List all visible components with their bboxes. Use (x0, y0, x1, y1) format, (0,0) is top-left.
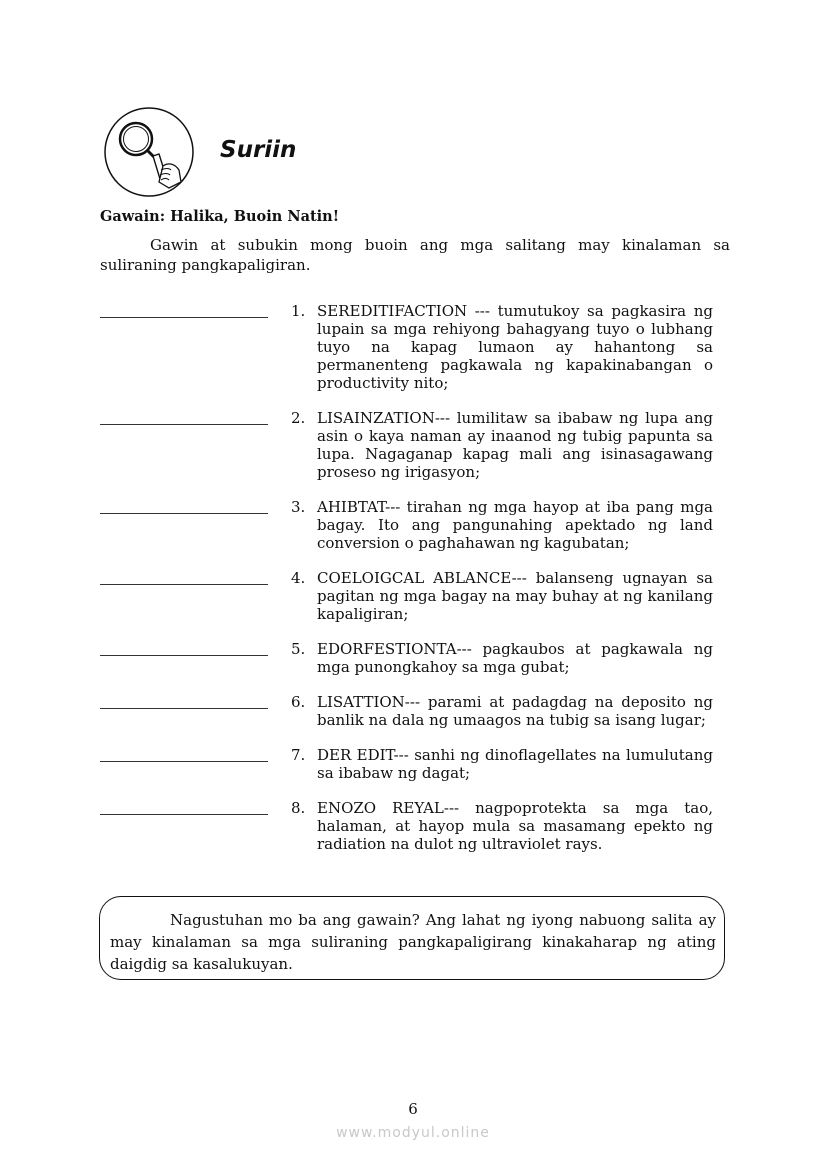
section-header (103, 106, 403, 198)
question-item (100, 302, 720, 392)
question-number: 2. (291, 409, 306, 427)
question-item (100, 746, 720, 782)
question-item (100, 569, 720, 623)
question-text: AHIBTAT--- tirahan ng mga hayop at iba pang mga bagay. Ito ang pangunahing apektado ng land conversion o paghahawan ng kagubatan; (317, 498, 713, 552)
note-text: Nagustuhan mo ba ang gawain? Ang lahat ng iyong nabuong salita ay may kinalaman sa mga suliraning pangkapaligirang kinakaharap ng ating daigdig sa kasalukuyan. (110, 911, 716, 973)
note-box (99, 896, 725, 980)
question-text: LISAINZATION--- lumilitaw sa ibabaw ng lupa ang asin o kaya naman ay inaanod ng tubig papunta sa lupa. Nagaganap kapag mali ang isinasagawang proseso ng irigasyon; (317, 409, 713, 481)
question-item (100, 640, 720, 676)
question-item (100, 498, 720, 552)
magnifying-glass-icon (103, 106, 195, 198)
question-text: ENOZO REYAL--- nagpoprotekta sa mga tao, halaman, at hayop mula sa masamang epekto ng radiation na dulot ng ultraviolet rays. (317, 799, 713, 853)
question-number: 6. (291, 693, 306, 711)
answer-blank[interactable] (100, 424, 268, 425)
section-title: Suriin (220, 137, 297, 163)
question-number: 7. (291, 746, 306, 764)
question-number: 8. (291, 799, 306, 817)
answer-blank[interactable] (100, 655, 268, 656)
question-number: 3. (291, 498, 306, 516)
answer-blank[interactable] (100, 584, 268, 585)
activity-instructions: Gawin at subukin mong buoin ang mga salitang may kinalaman sa suliraning pangkapaligiran. (100, 236, 730, 274)
question-text: LISATTION--- parami at padagdag na deposito ng banlik na dala ng umaagos na tubig sa isang lugar; (317, 693, 713, 729)
answer-blank[interactable] (100, 761, 268, 762)
question-text: DER EDIT--- sanhi ng dinoflagellates na lumulutang sa ibabaw ng dagat; (317, 746, 713, 782)
answer-blank[interactable] (100, 317, 268, 318)
question-text: COELOIGCAL ABLANCE--- balanseng ugnayan sa pagitan ng mga bagay na may buhay at ng kanilang kapaligiran; (317, 569, 713, 623)
question-list (100, 302, 720, 870)
answer-blank[interactable] (100, 513, 268, 514)
question-text: SEREDITIFACTION --- tumutukoy sa pagkasira ng lupain sa mga rehiyong bahagyang tuyo o lubhang tuyo na kapag lumaon ay hahantong sa permanenteng pagkawala ng kapakinabangan o productivity nito; (317, 302, 713, 392)
answer-blank[interactable] (100, 814, 268, 815)
question-item (100, 409, 720, 481)
watermark: www.modyul.online (336, 1125, 490, 1141)
question-number: 4. (291, 569, 306, 587)
question-number: 5. (291, 640, 306, 658)
activity-title: Gawain: Halika, Buoin Natin! (100, 208, 340, 225)
question-item (100, 693, 720, 729)
question-number: 1. (291, 302, 306, 320)
page-number: 6 (408, 1100, 418, 1118)
question-item (100, 799, 720, 853)
question-text: EDORFESTIONTA--- pagkaubos at pagkawala ng mga punongkahoy sa mga gubat; (317, 640, 713, 676)
answer-blank[interactable] (100, 708, 268, 709)
